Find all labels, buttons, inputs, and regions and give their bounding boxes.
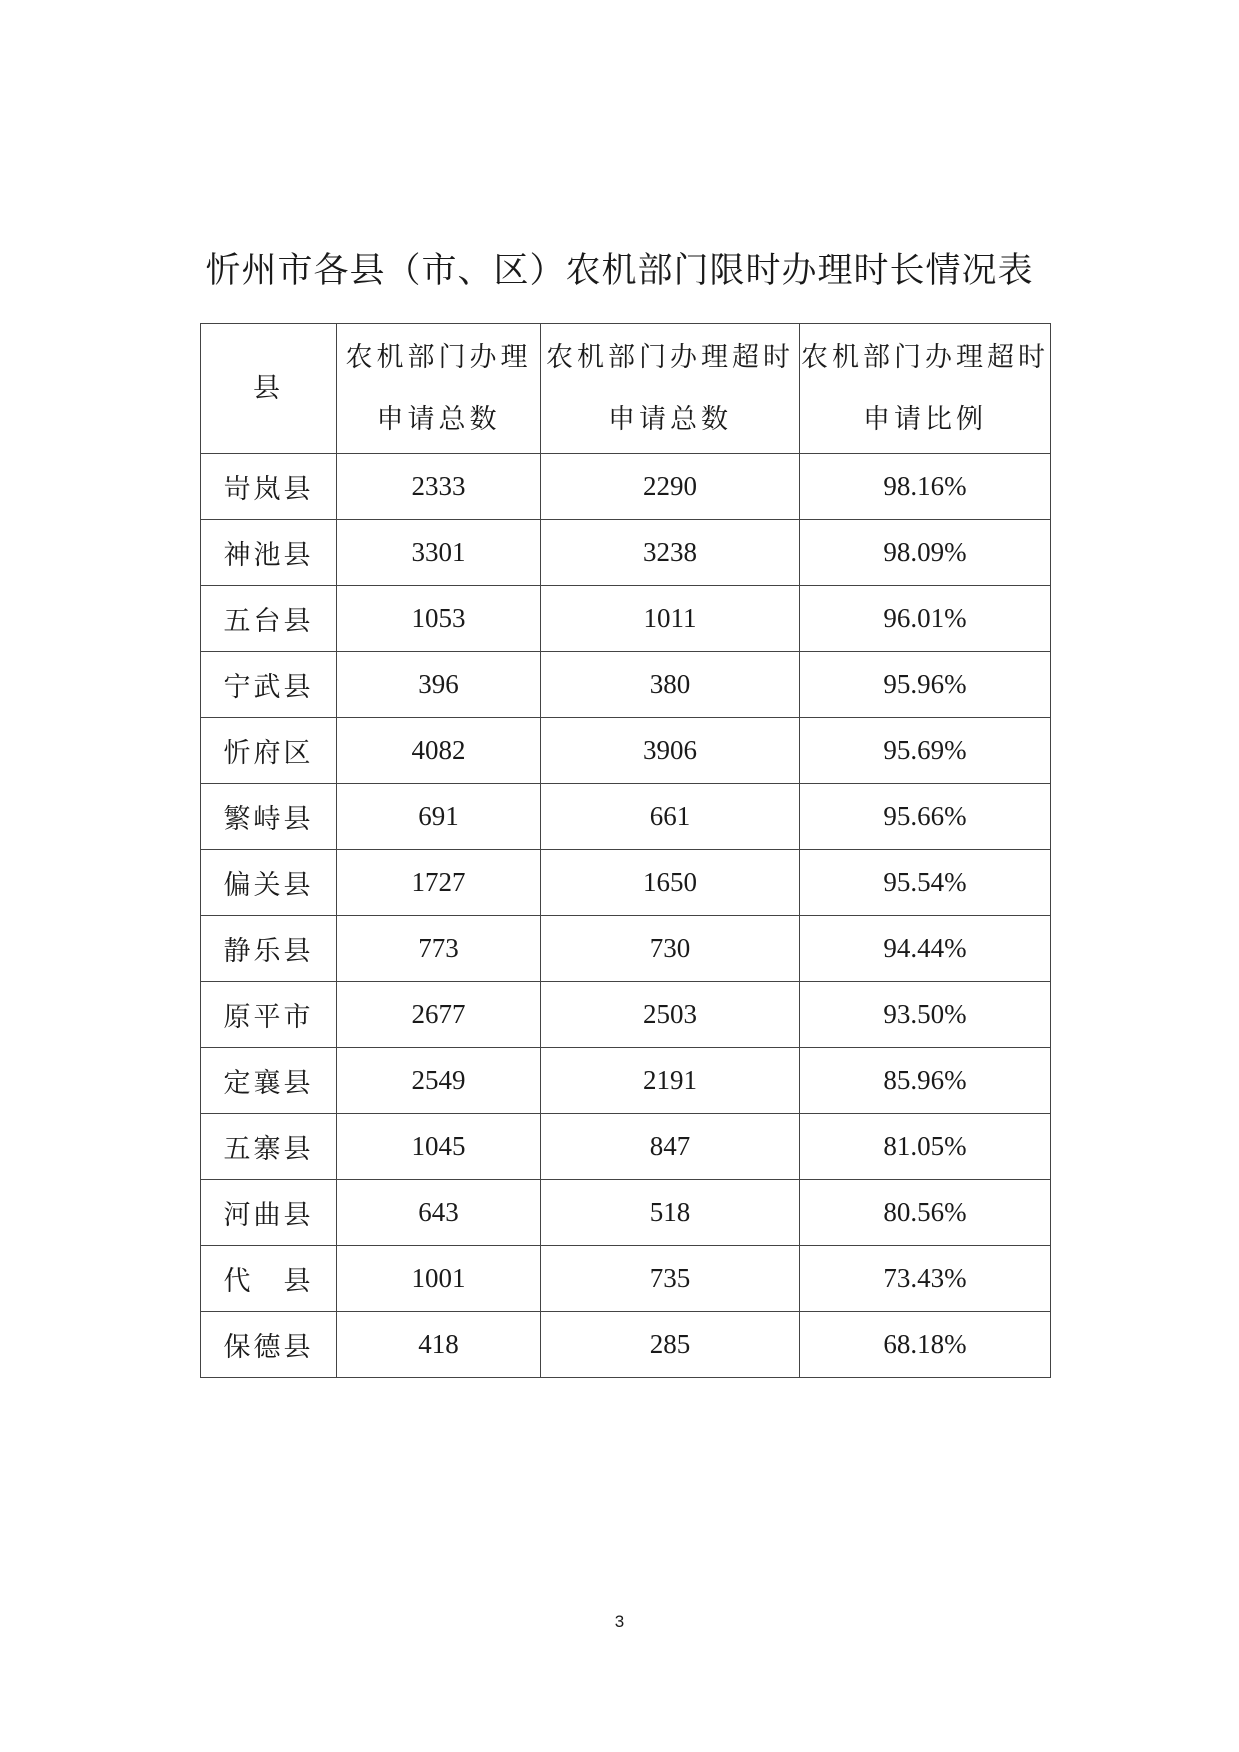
county-cell: 繁峙县 (201, 784, 337, 850)
ratio-cell: 98.09% (800, 520, 1051, 586)
total-cell: 2549 (337, 1048, 541, 1114)
county-cell: 河曲县 (201, 1180, 337, 1246)
overtime-cell: 380 (541, 652, 800, 718)
total-cell: 396 (337, 652, 541, 718)
header-county (201, 324, 337, 454)
overtime-cell: 847 (541, 1114, 800, 1180)
table-header-row (201, 324, 1051, 454)
county-cell: 宁武县 (201, 652, 337, 718)
table-body (201, 454, 1051, 1378)
total-cell: 2333 (337, 454, 541, 520)
total-cell: 691 (337, 784, 541, 850)
county-cell: 代 县 (201, 1246, 337, 1312)
overtime-cell: 735 (541, 1246, 800, 1312)
county-cell: 忻府区 (201, 718, 337, 784)
table-row (201, 586, 1051, 652)
overtime-cell: 285 (541, 1312, 800, 1378)
county-cell: 神池县 (201, 520, 337, 586)
total-cell: 1001 (337, 1246, 541, 1312)
header-line: 农机部门办理超时 (801, 341, 1049, 373)
data-table (200, 323, 1051, 1378)
county-cell: 岢岚县 (201, 454, 337, 520)
ratio-cell: 73.43% (800, 1246, 1051, 1312)
overtime-cell: 1011 (541, 586, 800, 652)
table-row (201, 652, 1051, 718)
total-cell: 418 (337, 1312, 541, 1378)
total-cell: 643 (337, 1180, 541, 1246)
total-cell: 773 (337, 916, 541, 982)
ratio-cell: 95.54% (800, 850, 1051, 916)
county-cell: 定襄县 (201, 1048, 337, 1114)
header-line: 申请比例 (863, 403, 987, 435)
page-number: 3 (614, 1612, 625, 1631)
county-cell: 原平市 (201, 982, 337, 1048)
total-cell: 1727 (337, 850, 541, 916)
table-row (201, 454, 1051, 520)
ratio-cell: 96.01% (800, 586, 1051, 652)
ratio-cell: 95.96% (800, 652, 1051, 718)
table-row (201, 1312, 1051, 1378)
ratio-cell: 68.18% (800, 1312, 1051, 1378)
table-row (201, 784, 1051, 850)
ratio-cell: 80.56% (800, 1180, 1051, 1246)
total-cell: 2677 (337, 982, 541, 1048)
table-row (201, 1048, 1051, 1114)
ratio-cell: 95.69% (800, 718, 1051, 784)
table-row (201, 1180, 1051, 1246)
header-line: 县 (253, 372, 284, 404)
county-cell: 静乐县 (201, 916, 337, 982)
overtime-cell: 2503 (541, 982, 800, 1048)
overtime-cell: 730 (541, 916, 800, 982)
table-row (201, 916, 1051, 982)
total-cell: 1045 (337, 1114, 541, 1180)
table-row (201, 520, 1051, 586)
ratio-cell: 81.05% (800, 1114, 1051, 1180)
table-row (201, 1114, 1051, 1180)
header-total-applications (337, 324, 541, 454)
header-line: 农机部门办理 (345, 341, 532, 373)
ratio-cell: 95.66% (800, 784, 1051, 850)
total-cell: 1053 (337, 586, 541, 652)
county-cell: 五寨县 (201, 1114, 337, 1180)
ratio-cell: 94.44% (800, 916, 1051, 982)
header-line: 农机部门办理超时 (546, 341, 794, 373)
table-row (201, 718, 1051, 784)
header-line: 申请总数 (376, 403, 501, 435)
table-row (201, 1246, 1051, 1312)
ratio-cell: 85.96% (800, 1048, 1051, 1114)
page-title: 忻州市各县（市、区）农机部门限时办理时长情况表 (205, 251, 1034, 291)
overtime-cell: 2191 (541, 1048, 800, 1114)
table-row (201, 850, 1051, 916)
overtime-cell: 2290 (541, 454, 800, 520)
ratio-cell: 98.16% (800, 454, 1051, 520)
county-cell: 五台县 (201, 586, 337, 652)
header-overtime-applications (541, 324, 800, 454)
ratio-cell: 93.50% (800, 982, 1051, 1048)
overtime-cell: 1650 (541, 850, 800, 916)
overtime-cell: 661 (541, 784, 800, 850)
county-cell: 偏关县 (201, 850, 337, 916)
header-overtime-ratio (800, 324, 1051, 454)
overtime-cell: 518 (541, 1180, 800, 1246)
total-cell: 4082 (337, 718, 541, 784)
total-cell: 3301 (337, 520, 541, 586)
header-line: 申请总数 (608, 403, 732, 435)
overtime-cell: 3238 (541, 520, 800, 586)
table-row (201, 982, 1051, 1048)
county-cell: 保德县 (201, 1312, 337, 1378)
overtime-cell: 3906 (541, 718, 800, 784)
